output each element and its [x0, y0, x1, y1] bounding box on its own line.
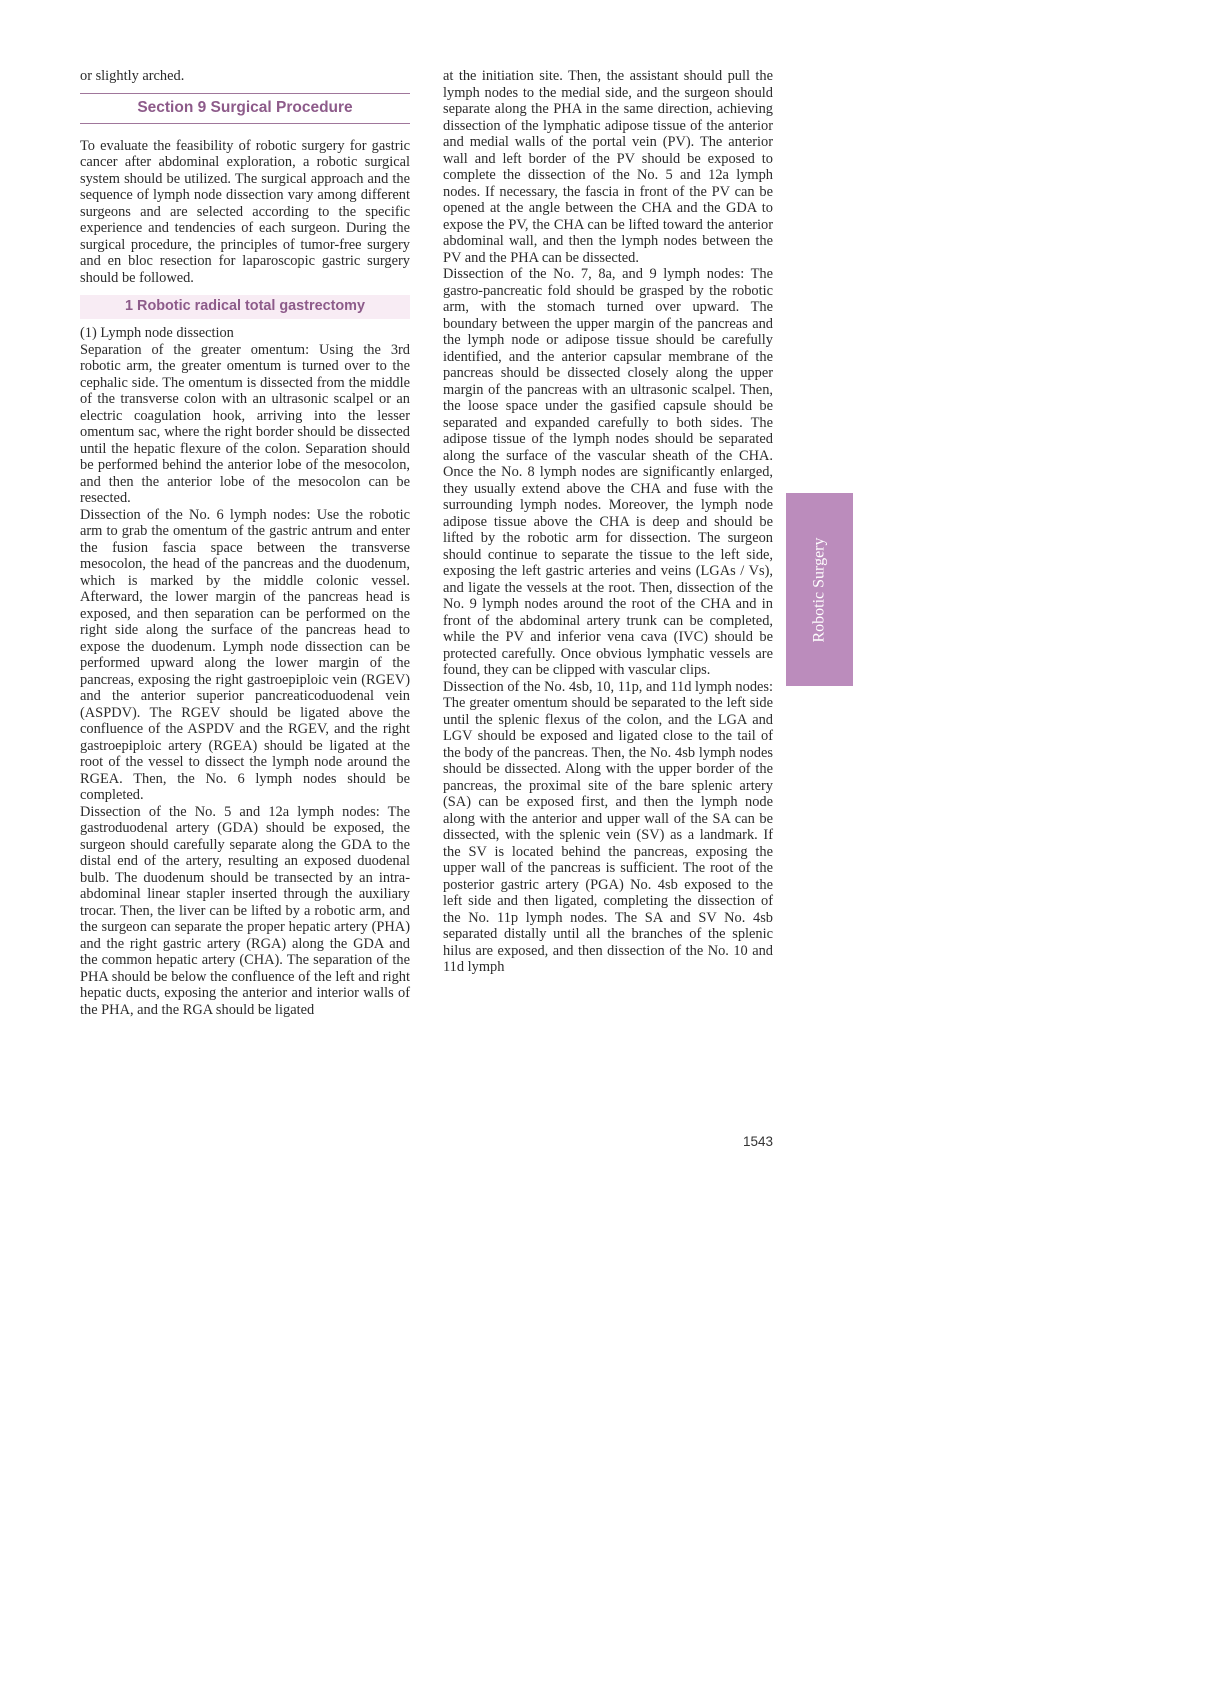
paragraph-no4sb-10-11-lymph-nodes: Dissection of the No. 4sb, 10, 11p, and 11d lymph nodes: The greater omentum should be separated to the left side until the splenic flexus of the colon, and the LGA and LGV should be exposed and ligated close to the tail of the body of the pancreas. Then, the No. 4sb lymph nodes should be dissected. Along with the upper border of the pancreas, the proximal site of the bare splenic artery (SA) can be exposed first, and then the lymph node along with the anterior and upper wall of the SA can be dissected, with the splenic vein (SV) as a landmark. If the SV is located behind the pancreas, exposing the upper wall of the pancreas is sufficient. The root of the posterior gastric artery (PGA) No. 4sb exposed to the left side and then ligated, completing the dissection of the No. 11p lymph nodes. The SA and SV No. 4sb separated distally until all the branches of the splenic hilus are exposed, and then dissection of the No. 10 and 11d lymph: [443, 678, 773, 975]
section-intro-paragraph: To evaluate the feasibility of robotic surgery for gastric cancer after abdominal exploration, a robotic surgical system should be utilized. The surgical approach and the sequence of lymph node dissection vary among different surgeons and are selected according to the specific experience and tendencies of each surgeon. During the surgical procedure, the principles of tumor-free surgery and en bloc resection for laparoscopic gastric surgery should be followed.: [80, 137, 410, 286]
paragraph-greater-omentum: Separation of the greater omentum: Using the 3rd robotic arm, the greater omentum is turned over to the cephalic side. The omentum is dissected from the middle of the transverse colon with an ultrasonic scalpel or an electric coagulation hook, arriving into the lesser omentum sac, where the right border should be dissected until the hepatic flexure of the colon. Separation should be performed behind the anterior lobe of the mesocolon, and then the anterior lobe of the mesocolon can be resected.: [80, 341, 410, 506]
subsection-heading: 1 Robotic radical total gastrectomy: [80, 295, 410, 319]
side-tab: [786, 493, 853, 686]
right-column: [443, 68, 773, 976]
intro-line: or slightly arched.: [80, 68, 185, 84]
left-column: [80, 68, 410, 1018]
subheading-label: (1) Lymph node dissection: [80, 325, 234, 341]
side-tab-label: Robotic Surgery: [810, 536, 828, 643]
section-heading: Section 9 Surgical Procedure: [80, 93, 410, 124]
paragraph-no5-12a-lymph-nodes: Dissection of the No. 5 and 12a lymph nodes: The gastroduodenal artery (GDA) should be exposed, the surgeon should carefully separate along the GDA to the distal end of the artery, resulting an exposed duodenal bulb. The duodenum should be transected by an intra-abdominal linear stapler inserted through the auxiliary trocar. Then, the liver can be lifted by a robotic arm, and the surgeon can separate the proper hepatic artery (PHA) and the right gastric artery (RGA) along the GDA and the common hepatic artery (CHA). The separation of the PHA should be below the confluence of the left and right hepatic ducts, exposing the anterior and interior walls of the PHA, and the RGA should be ligated: [80, 803, 410, 1018]
paragraph-no7-8a-9-lymph-nodes: Dissection of the No. 7, 8a, and 9 lymph nodes: The gastro-pancreatic fold should be grasped by the robotic arm, with the stomach turned over upward. The boundary between the upper margin of the pancreas and the lymph node or adipose tissue should be carefully identified, and the anterior capsular membrane of the pancreas should be dissected closely along the upper margin of the pancreas with an ultrasonic scalpel. Then, the loose space under the gasified capsule should be separated and expanded carefully to both sides. The adipose tissue of the lymph nodes should be separated along the surface of the vascular sheath of the CHA. Once the No. 8 lymph nodes are significantly enlarged, they usually extend above the CHA and fuse with the surrounding lymph nodes. Moreover, the lymph node adipose tissue above the CHA is deep and should be lifted by the robotic arm for dissection. The surgeon should continue to separate the tissue to the left side, exposing the left gastric arteries and veins (LGAs / Vs), and ligate the vessels at the root. Then, dissection of the No. 9 lymph nodes around the root of the CHA and in front of the abdominal artery trunk can be completed, while the PV and inferior vena cava (IVC) should be protected carefully. Once obvious lymphatic vessels are found, they can be clipped with vascular clips.: [443, 266, 773, 678]
paragraph-no6-lymph-nodes: Dissection of the No. 6 lymph nodes: Use the robotic arm to grab the omentum of the gastric antrum and enter the fusion fascia space between the transverse mesocolon, the head of the pancreas and the duodenum, which is marked by the middle colonic vessel. Afterward, the lower margin of the pancreas head is exposed, and then separation can be performed on the right side along the surface of the pancreas head to expose the duodenum. Lymph node dissection can be performed upward along the lower margin of the pancreas, exposing the right gastroepiploic vein (RGEV) and the anterior superior pancreaticoduodenal vein (ASPDV). The RGEV should be ligated above the confluence of the ASPDV and the RGEV, and the right gastroepiploic artery (RGEA) should be ligated at the root of the vessel to dissect the lymph node around the RGEA. Then, the No. 6 lymph nodes should be completed.: [80, 506, 410, 803]
paragraph-continued: at the initiation site. Then, the assistant should pull the lymph nodes to the medial side, and the surgeon should separate along the PHA in the same direction, achieving dissection of the lymphatic adipose tissue of the anterior and medial walls of the portal vein (PV). The anterior wall and left border of the PV should be exposed to complete the dissection of the No. 5 and 12a lymph nodes. If necessary, the fascia in front of the PV can be opened at the angle between the CHA and the GDA to expose the PV, the CHA can be lifted toward the anterior abdominal wall, and then the lymph nodes between the PV and the PHA can be dissected.: [443, 68, 773, 266]
page-number: 1543: [742, 1134, 773, 1149]
